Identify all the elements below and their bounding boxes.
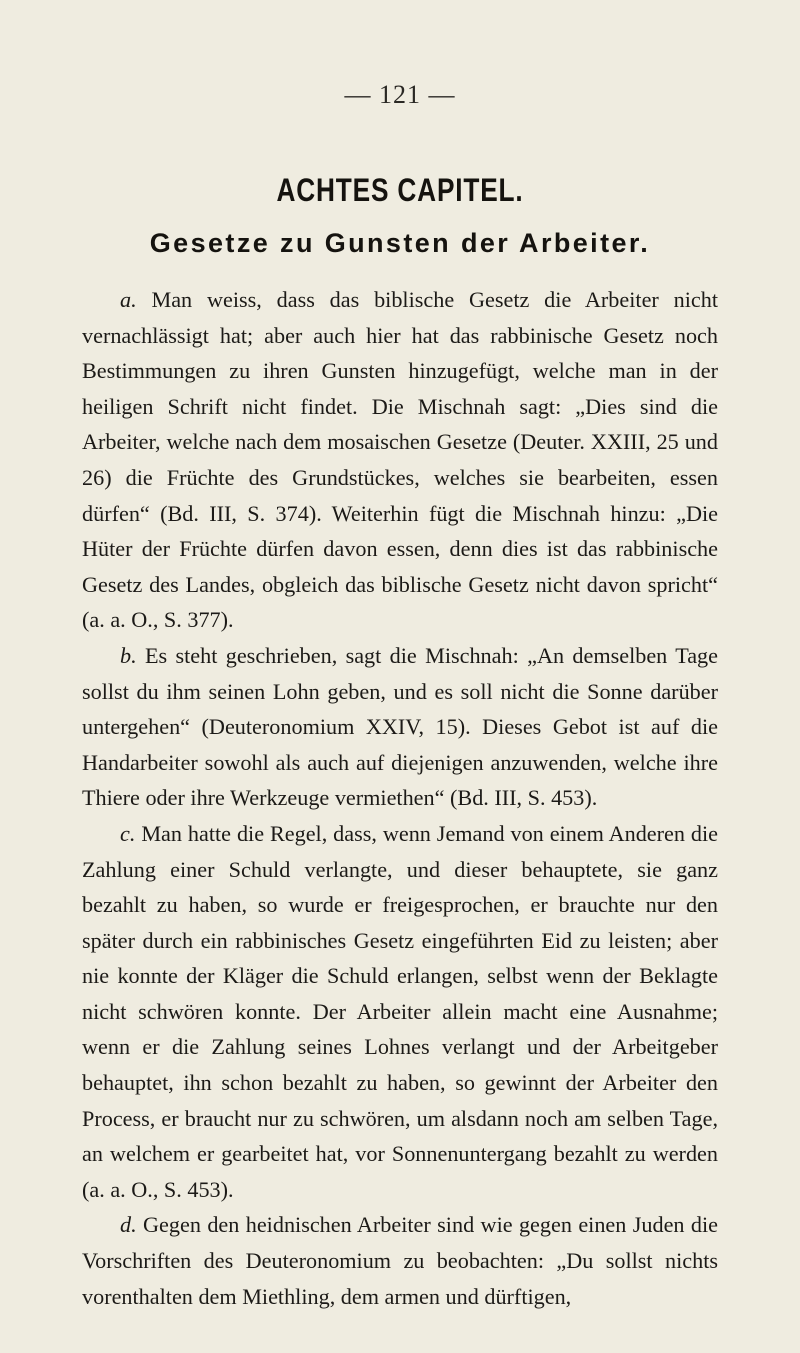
paragraph-c [82,816,718,1208]
body-text [82,282,718,1314]
paragraph-label: a. [120,287,137,312]
paragraph-text: Man hatte die Regel, dass, wenn Jemand von einem Anderen die Zahlung einer Schuld verlangte, und dieser behauptete, sie ganz bezahlt zu haben, so wurde er freigesprochen, er brauchte nur den später durch ein rabbinisches Gesetz eingeführten Eid zu leisten; aber nie konnte der Kläger die Schuld erlangen, selbst wenn der Beklagte nicht schwören konnte. Der Arbeiter allein macht eine Ausnahme; wenn er die Zahlung seines Lohnes verlangt und der Arbeitgeber behauptet, ihn schon bezahlt zu haben, so gewinnt der Arbeiter den Process, er braucht nur zu schwören, um alsdann noch am selben Tage, an welchem er gearbeitet hat, vor Sonnenuntergang bezahlt zu werden (a. a. O., S. 453). [82,820,718,1202]
section-title: Gesetze zu Gunsten der Arbeiter. [149,228,651,258]
paragraph-text: Gegen den heidnischen Arbeiter sind wie gegen einen Juden die Vorschriften des Deuteronomium zu beobachten: „Du sollst nichts vorenthalten dem Miethling, dem armen und dürftigen, [82,1212,719,1309]
paragraph-label: b. [120,642,137,668]
paragraph-d [82,1207,718,1314]
paragraph-b [82,638,718,816]
chapter-title: ACHTES CAPITEL. [276,172,524,208]
page-number: — 121 — [344,80,456,109]
paragraph-label: c. [120,820,136,846]
paragraph-text: Man weiss, dass das biblische Gesetz die Arbeiter nicht vernachlässigt hat; aber auch hier hat das rabbinische Gesetz noch Bestimmungen zu ihren Gunsten hinzugefügt, welche man in der heiligen Schrift nicht findet. Die Mischnah sagt: „Dies sind die Arbeiter, welche nach dem mosaischen Gesetze (Deuter. XXIII, 25 und 26) die Früchte des Grundstückes, welches sie bearbeiten, essen dürfen“ (Bd. III, S. 374). Weiterhin fügt die Mischnah hinzu: „Die Hüter der Früchte dürfen davon essen, denn dies ist das rabbinische Gesetz des Landes, obgleich das biblische Gesetz nicht davon spricht“ (a. a. O., S. 377). [82,287,718,633]
paragraph-a [82,282,718,638]
paragraph-label: d. [120,1212,137,1238]
paragraph-text: Es steht geschrieben, sagt die Mischnah: „An demselben Tage sollst du ihm seinen Lohn geben, und es soll nicht die Sonne darüber untergehen“ (Deuteronomium XXIV, 15). Dieses Gebot ist auf die Handarbeiter sowohl als auch auf diejenigen anzuwenden, welche ihre Thiere oder ihre Werkzeuge vermiethen“ (Bd. III, S. 453). [82,642,718,811]
